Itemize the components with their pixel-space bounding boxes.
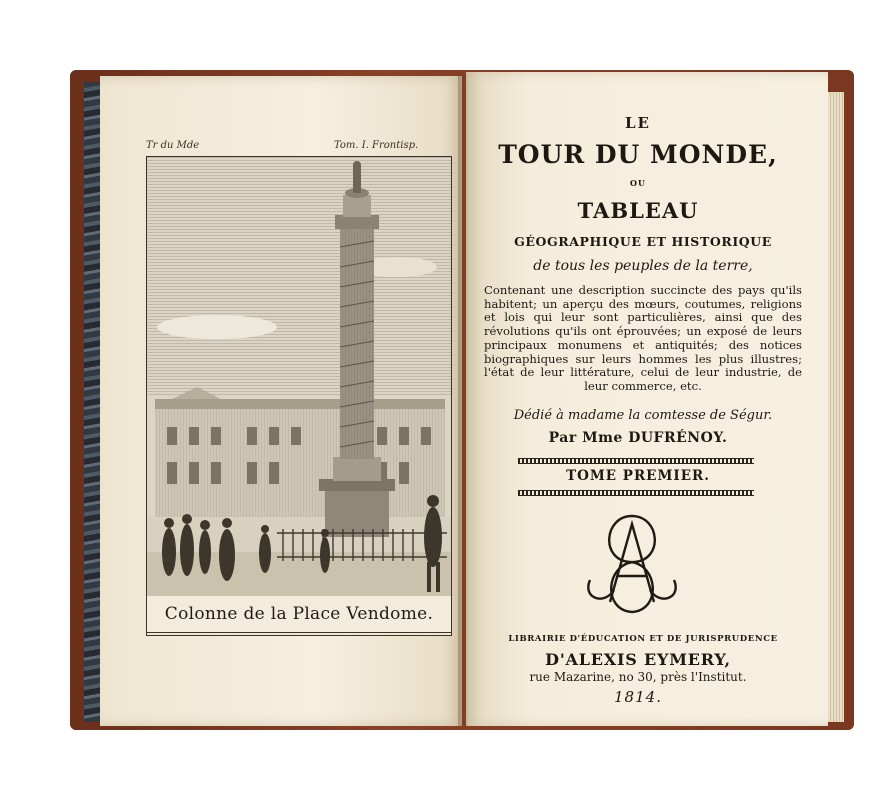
publisher-name: D'ALEXIS EYMERY, — [545, 650, 731, 669]
book-gutter — [458, 74, 468, 726]
title-ou: OU — [630, 178, 646, 188]
frontispiece-header-left: Tr du Mde — [146, 140, 200, 151]
frontispiece-engraving — [146, 156, 452, 636]
frontispiece-caption: Colonne de la Place Vendome. — [146, 596, 452, 633]
publication-year: 1814. — [614, 688, 662, 706]
subtitle-geo: GÉOGRAPHIQUE ET HISTORIQUE — [514, 234, 772, 249]
frontispiece-header-right: Tom. I. Frontisp. — [334, 140, 419, 151]
right-page — [466, 72, 828, 726]
publisher-address: rue Mazarine, no 30, près l'Institut. — [529, 670, 747, 684]
subtitle-peuples: de tous les peuples de la terre, — [533, 258, 753, 274]
subtitle-tableau: TABLEAU — [577, 198, 699, 223]
page-edges — [828, 92, 844, 722]
dedication: Dédié à madame la comtesse de Ségur. — [513, 408, 773, 423]
tome-label: TOME PREMIER. — [566, 468, 710, 484]
ornamental-rule-top — [518, 458, 754, 464]
title-le: LE — [625, 114, 651, 132]
description-text: Contenant une description succincte des pays qu'ils habitent; un aperçu des mœurs, coutumes, religions et lois qui leur sont particulières, ainsi que des révolutions qu'ils ont éprouvées; un exposé de leurs principaux monumens et antiquités; des notices biographiques sur leurs hommes les plus illustres; l'état de leur littérature, celui de leur industrie, de leur commerce, etc. — [484, 283, 802, 393]
ornamental-rule-bottom — [518, 490, 754, 496]
main-title: TOUR DU MONDE, — [498, 140, 778, 169]
publisher-line: LIBRAIRIE D'ÉDUCATION ET DE JURISPRUDENCE — [508, 634, 778, 644]
author-line: Par Mme DUFRÉNOY. — [548, 430, 728, 446]
monogram-emblem — [580, 510, 684, 622]
